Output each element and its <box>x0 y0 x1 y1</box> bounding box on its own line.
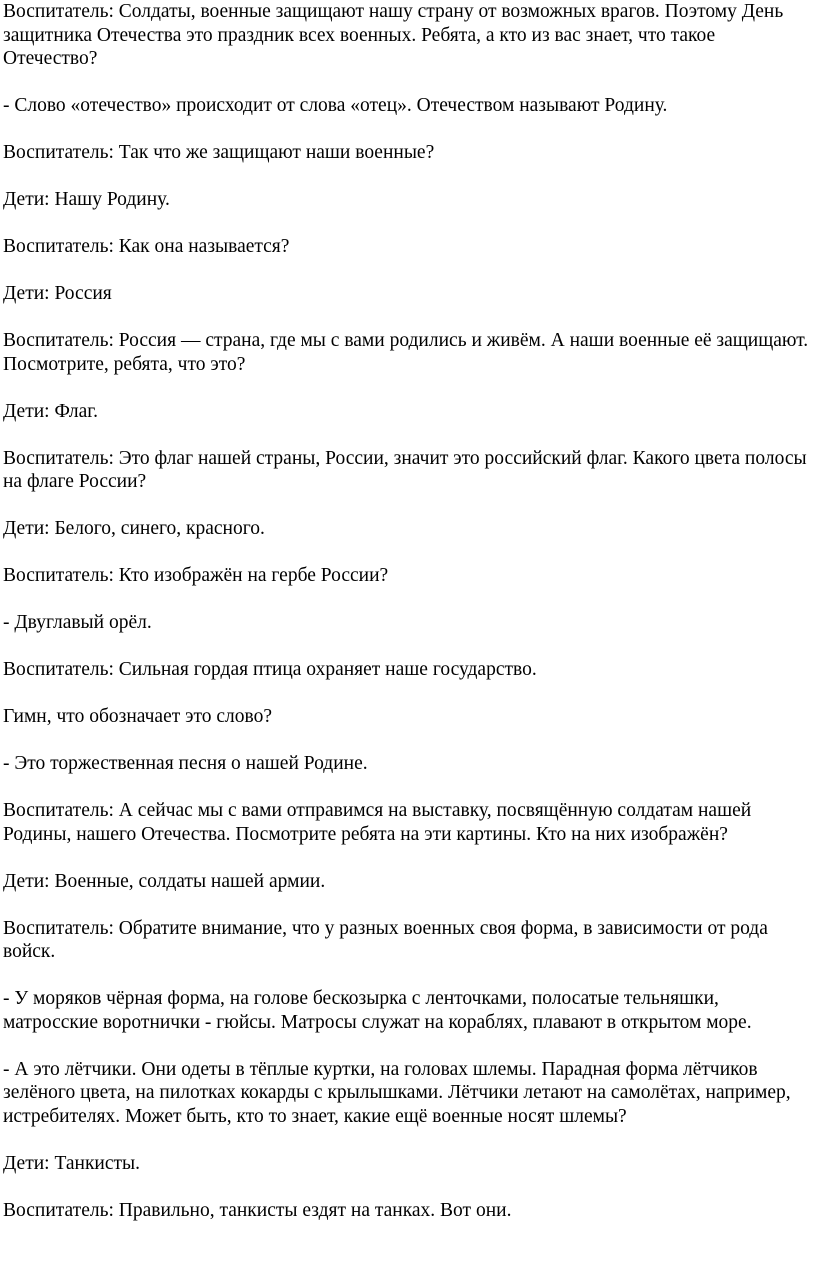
paragraph-12: - Двуглавый орёл. <box>3 612 152 633</box>
paragraph-20: - А это лётчики. Они одеты в тёплые куртки, на головах шлемы. Парадная форма лётчиков зелёного цвета, на пилотках кокарды с крылышками. Лётчики летают на самолётах, например, истребителях. Может быть, кто то знает, какие ещё военные носят шлемы? <box>3 1058 791 1127</box>
paragraph-21: Дети: Танкисты. <box>3 1152 141 1174</box>
paragraph-9: Воспитатель: Это флаг нашей страны, России, значит это российский флаг. Какого цвета полосы на флаге России? <box>3 447 807 492</box>
paragraph-17: Дети: Военные, солдаты нашей армии. <box>3 870 326 892</box>
paragraph-10: Дети: Белого, синего, красного. <box>3 518 265 539</box>
paragraph-19: - У моряков чёрная форма, на голове бескозырка с ленточками, полосатые тельняшки, матросские воротнички - гюйсы. Матросы служат на кораблях, плавают в открытом море. <box>3 988 752 1033</box>
paragraph-8: Дети: Флаг. <box>3 400 98 422</box>
paragraph-7: Воспитатель: Россия — страна, где мы с вами родились и живём. А наши военные её защищают. Посмотрите, ребята, что это? <box>3 330 809 375</box>
paragraph-13: Воспитатель: Сильная гордая птица охраняет наше государство. <box>3 659 537 680</box>
paragraph-18: Воспитатель: Обратите внимание, что у разных военных своя форма, в зависимости от рода войск. <box>3 917 768 962</box>
paragraph-5: Воспитатель: Как она называется? <box>3 236 290 257</box>
document-body <box>3 0 813 1222</box>
paragraph-4: Дети: Нашу Родину. <box>3 189 170 210</box>
paragraph-16: Воспитатель: А сейчас мы с вами отправимся на выставку, посвящённую солдатам нашей Родины, нашего Отечества. Посмотрите ребята на эти картины. Кто на них изображён? <box>3 800 752 845</box>
paragraph-11: Воспитатель: Кто изображён на гербе России? <box>3 565 389 586</box>
paragraph-22: Воспитатель: Правильно, танкисты ездят на танках. Вот они. <box>3 1199 512 1221</box>
paragraph-1: Воспитатель: Солдаты, военные защищают нашу страну от возможных врагов. Поэтому День защитника Отечества это праздник всех военных. Ребята, а кто из вас знает, что такое Отечество? <box>3 1 784 69</box>
paragraph-15: - Это торжественная песня о нашей Родине. <box>3 753 368 774</box>
paragraph-3: Воспитатель: Так что же защищают наши военные? <box>3 142 435 163</box>
paragraph-6: Дети: Россия <box>3 283 112 304</box>
paragraph-2: - Слово «отечество» происходит от слова «отец». Отечеством называют Родину. <box>3 95 668 116</box>
paragraph-14: Гимн, что обозначает это слово? <box>3 706 273 727</box>
